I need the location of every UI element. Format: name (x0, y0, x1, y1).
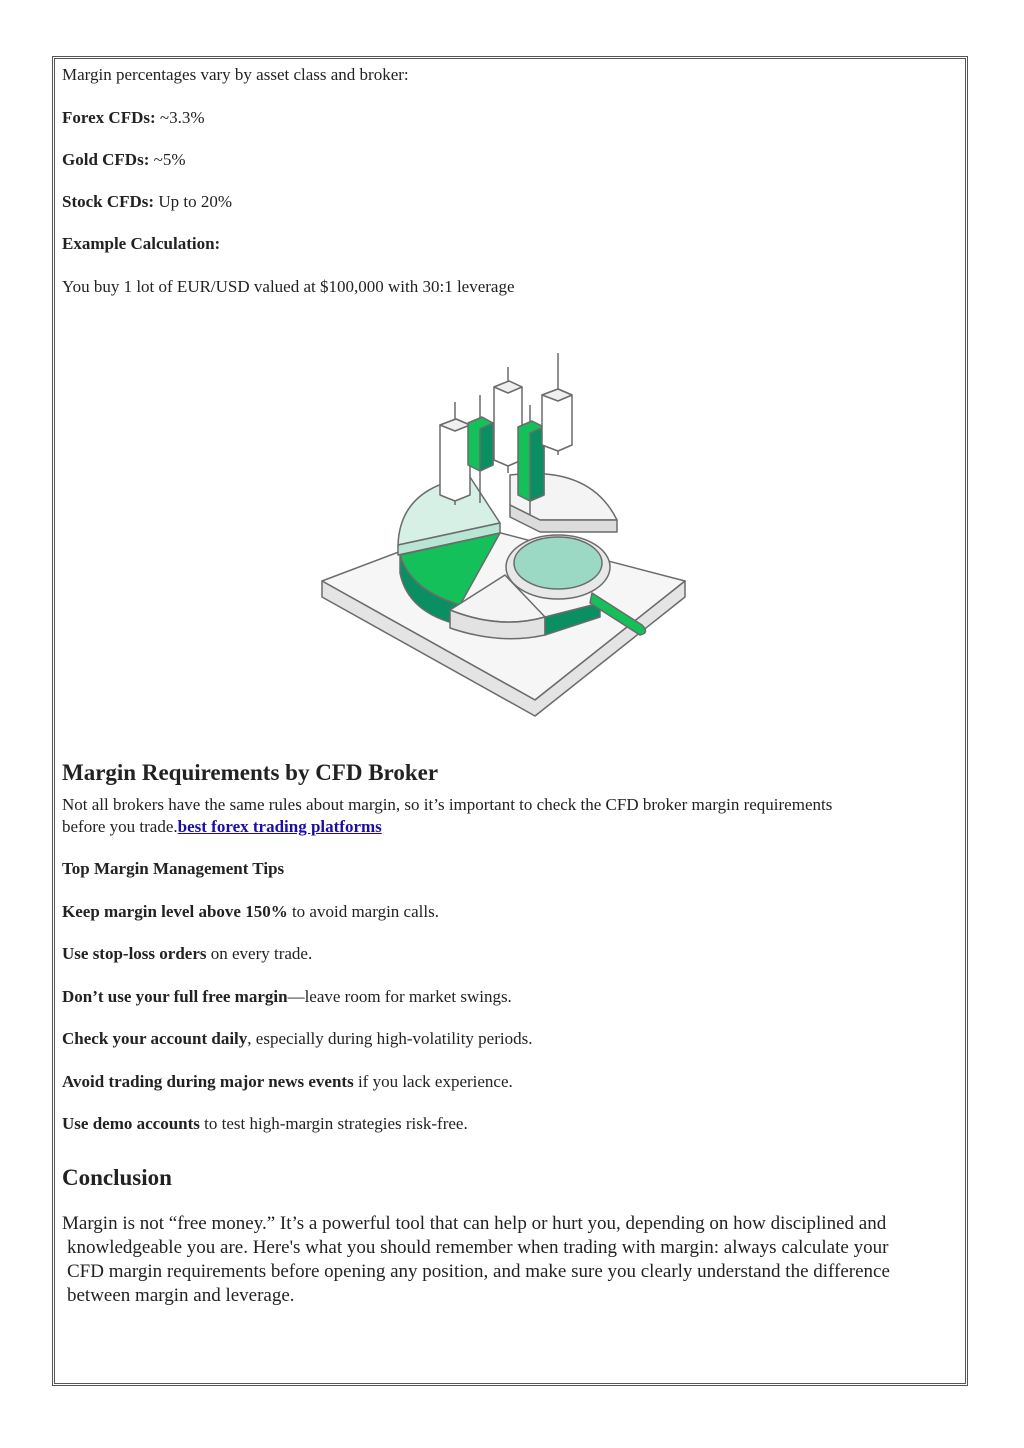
example-heading-text: Example Calculation: (62, 234, 221, 253)
tip-bold: Keep margin level above 150% (62, 902, 288, 921)
rate-label: Stock CFDs: (62, 192, 155, 211)
conclusion-line: Margin is not “free money.” It’s a powerful tool that can help or hurt you, depending on how disciplined and (62, 1213, 887, 1234)
tips-heading (62, 858, 284, 880)
tip-bold: Use demo accounts (62, 1114, 200, 1133)
tip-item (62, 1113, 468, 1135)
tip-rest: to test high-margin strategies risk-free. (199, 1114, 468, 1133)
example-heading (62, 233, 220, 255)
candle-1 (440, 402, 470, 505)
broker-line-1: Not all brokers have the same rules about margin, so it’s important to check the CFD broker margin requirements (62, 795, 833, 814)
forex-platforms-link[interactable]: best forex trading platforms (177, 817, 382, 836)
rate-value: Up to 20% (154, 192, 233, 211)
example-text: You buy 1 lot of EUR/USD valued at $100,000 with 30:1 leverage (62, 277, 515, 296)
page-border (52, 56, 968, 1386)
tip-rest: —leave room for market swings. (287, 987, 512, 1006)
tip-bold: Use stop-loss orders (62, 944, 207, 963)
tip-bold: Avoid trading during major news events (62, 1072, 354, 1091)
conclusion-heading: Conclusion (62, 1165, 172, 1190)
broker-heading: Margin Requirements by CFD Broker (62, 760, 439, 785)
tip-item (62, 1028, 532, 1050)
tip-bold: Don’t use your full free margin (62, 987, 288, 1006)
intro-text: Margin percentages vary by asset class and broker: (62, 65, 409, 84)
tip-item (62, 1071, 513, 1093)
rate-label: Forex CFDs: (62, 108, 156, 127)
rate-stock (62, 191, 232, 213)
conclusion-line: between margin and leverage. (67, 1285, 295, 1306)
tip-rest: on every trade. (206, 944, 313, 963)
conclusion-line: CFD margin requirements before opening any position, and make sure you clearly understand the difference (67, 1261, 890, 1282)
rate-forex (62, 107, 205, 129)
tip-item (62, 901, 439, 923)
tip-rest: , especially during high-volatility periods. (247, 1029, 533, 1048)
tip-item (62, 943, 312, 965)
conclusion-line: knowledgeable you are. Here's what you should remember when trading with margin: always calculate your (67, 1237, 889, 1258)
tip-item (62, 986, 512, 1008)
rate-value: ~5% (149, 150, 186, 169)
magnifier-lens (514, 537, 602, 589)
broker-line-2 (62, 816, 382, 838)
broker-line-2-text: before you trade. (62, 817, 178, 836)
rate-gold (62, 149, 185, 171)
conclusion-paragraph (62, 1212, 962, 1308)
candle-5 (542, 353, 572, 455)
rate-value: ~3.3% (155, 108, 205, 127)
rate-label: Gold CFDs: (62, 150, 150, 169)
chart-illustration (300, 345, 710, 720)
tip-rest: to avoid margin calls. (287, 902, 439, 921)
tip-bold: Check your account daily (62, 1029, 248, 1048)
tip-rest: if you lack experience. (353, 1072, 513, 1091)
tips-heading-text: Top Margin Management Tips (62, 859, 285, 878)
